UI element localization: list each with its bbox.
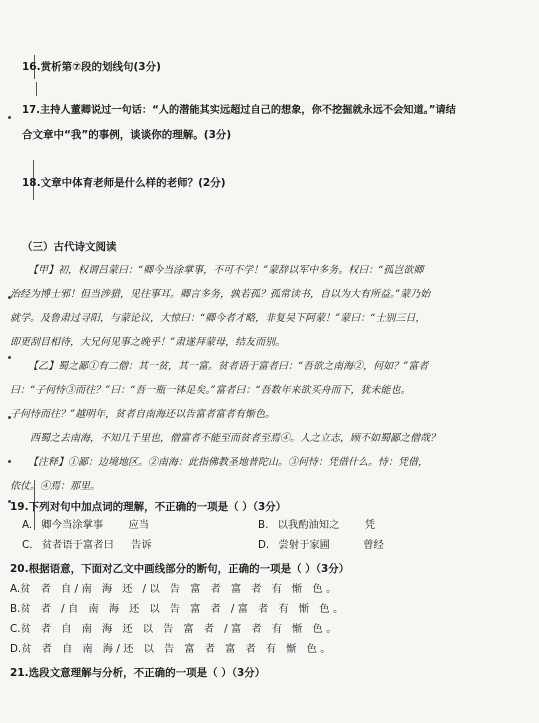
question-16: 16.赏析第⑦段的划线句(3分) xyxy=(22,61,161,73)
passage-yi-line: 子何恃而往？”越明年，贫者自南海还以告富者富者有惭色。 xyxy=(10,409,276,420)
option-text: 贫 者 自 南 海 还 以 告 富 者 /富 者 有 惭 色。 xyxy=(20,623,340,635)
option-letter: A. xyxy=(10,583,21,595)
q19-option-b xyxy=(258,518,375,532)
option-letter: B. xyxy=(10,603,21,615)
question-20: 20.根据语意，下面对乙文中画线部分的断句，正确的一项是（ ）（3分） xyxy=(10,563,350,575)
q19-option-d xyxy=(258,538,384,552)
option-text: 贫者语于富者曰 xyxy=(41,539,114,551)
option-letter: B. xyxy=(258,519,269,531)
option-gloss: 应当 xyxy=(128,519,150,531)
margin-stroke xyxy=(36,82,37,96)
question-21: 21.选段文意理解与分析，不正确的一项是（ ）（3分） xyxy=(10,667,266,679)
option-text: 卿今当涂掌事 xyxy=(41,519,104,531)
option-letter: A. xyxy=(22,519,33,531)
notes-line: 【注释】①鄙：边境地区。②南海：此指佛教圣地普陀山。③何恃：凭借什么。恃：凭借， xyxy=(28,457,428,468)
passage-yi-line: 【乙】蜀之鄙①有二僧：其一贫，其一富。贫者语于富者曰：“吾欲之南海②，何如？”富者 xyxy=(28,361,429,372)
binding-hole-mark xyxy=(8,116,11,119)
passage-yi-line: 曰：“子何恃③而往？”曰：“吾一瓶一钵足矣。”富者曰：“吾数年来欲买舟而下，犹未能也。 xyxy=(10,385,411,396)
passage-jia-line: 治经为博士邪！但当涉猎，见往事耳。卿言多务，孰若孤？孤常读书，自以为大有所益。”蒙乃始 xyxy=(10,289,431,300)
option-text: 贫 者 自/南 海 还 /以 告 富 者 富 者 有 惭 色。 xyxy=(20,583,340,595)
option-text: 贫 者 /自 南 海 还 以 告 富 者 /富 者 有 惭 色。 xyxy=(20,603,347,615)
option-gloss: 告诉 xyxy=(131,539,152,551)
option-gloss: 凭 xyxy=(364,519,375,531)
q19-option-a xyxy=(22,518,149,532)
passage-jia-line: 【甲】初，权谓吕蒙曰：“卿今当涂掌事，不可不学！”蒙辞以军中多务。权曰：“孤岂欲卿 xyxy=(28,265,424,276)
q19-option-c xyxy=(22,538,152,552)
q20-option-c xyxy=(10,622,340,636)
option-letter: D. xyxy=(10,643,22,655)
passage-jia-line: 就学。及鲁肃过寻阳，与蒙论议，大惊曰：“卿今者才略，非复吴下阿蒙！”蒙曰：“士别三日， xyxy=(10,313,426,324)
binding-hole-mark xyxy=(8,460,11,463)
option-text: 贫 者 自 南 海/还 以 告 富 者 富 者 有 惭 色。 xyxy=(21,643,334,655)
option-letter: C. xyxy=(22,539,33,551)
passage-yi-line: 西蜀之去南海，不知几千里也，僧富者不能至而贫者至焉④。人之立志，顾不如蜀鄙之僧哉？ xyxy=(30,433,440,444)
option-letter: C. xyxy=(10,623,21,635)
q20-option-d xyxy=(10,642,334,656)
section-title: （三）古代诗文阅读 xyxy=(22,241,117,253)
question-17-line-1: 17.主持人董卿说过一句话：“人的潜能其实远超过自己的想象，你不挖掘就永远不会知道。”请结 xyxy=(22,105,456,116)
q20-option-a xyxy=(10,582,340,596)
question-17-line-2: 合文章中“我”的事例，谈谈你的理解。(3分) xyxy=(22,129,232,141)
option-letter: D. xyxy=(258,539,270,551)
notes-line: 依仗。④焉：那里。 xyxy=(10,481,100,492)
option-text: 尝射于家圃 xyxy=(278,539,330,551)
passage-jia-line: 即更刮目相待，大兄何见事之晚乎！”肃遂拜蒙母，结友而别。 xyxy=(10,337,286,348)
question-19: 19.下列对句中加点词的理解，不正确的一项是（ ）（3分） xyxy=(10,501,287,513)
binding-hole-mark xyxy=(8,356,11,359)
option-gloss: 曾经 xyxy=(363,539,384,551)
option-text: 以我酌油知之 xyxy=(277,519,340,531)
question-18: 18.文章中体育老师是什么样的老师？(2分) xyxy=(22,177,226,189)
q20-option-b xyxy=(10,602,347,616)
